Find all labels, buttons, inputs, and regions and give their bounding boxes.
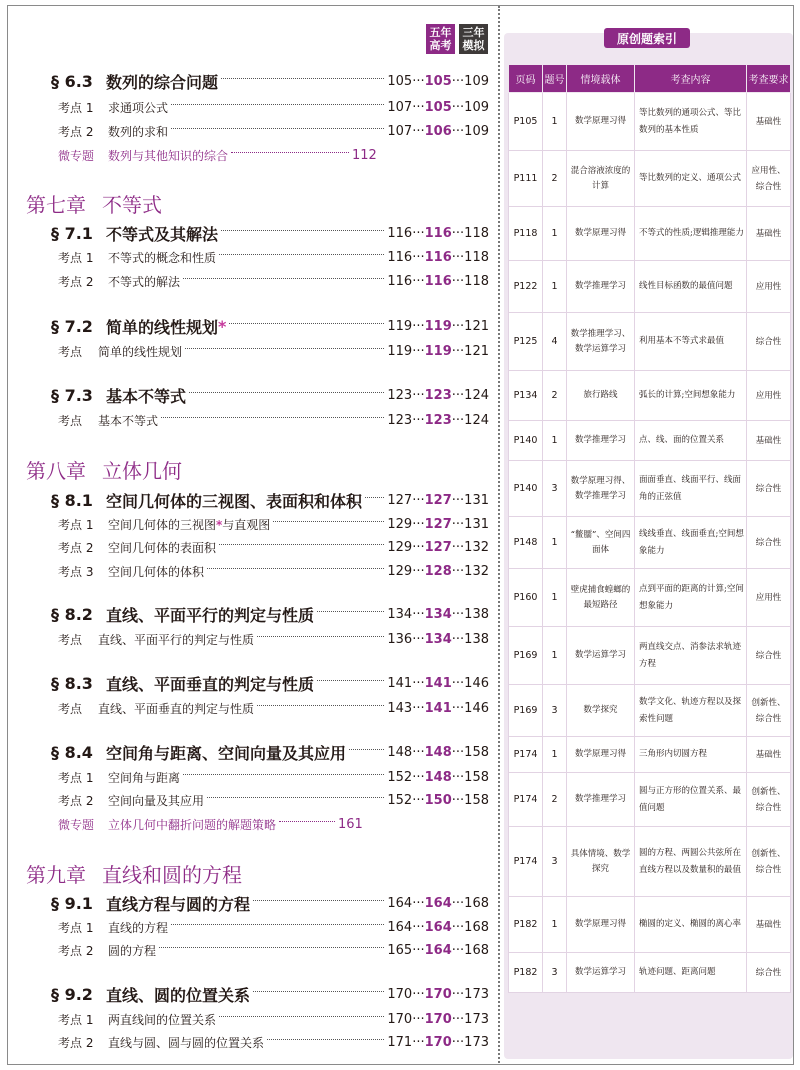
content-cell: 等比数列的通项公式、等比数列的基本性质 bbox=[635, 93, 747, 151]
context-cell: 数学原理习得 bbox=[567, 737, 635, 773]
number-cell: 2 bbox=[543, 371, 567, 421]
number-cell: 3 bbox=[543, 685, 567, 737]
table-of-contents bbox=[8, 6, 496, 1065]
page-cell: P174 bbox=[509, 773, 543, 827]
original-question-index-table bbox=[508, 64, 791, 993]
index-title: 原创题索引 bbox=[604, 28, 690, 48]
toc-point[interactable]: 考点 2 空间向量及其应用 152···150···158 bbox=[58, 792, 489, 808]
content-cell: 椭圆的定义、椭圆的离心率 bbox=[635, 897, 747, 953]
context-cell: “鳖臑”、空间四面体 bbox=[567, 517, 635, 569]
page-range: 171···170···173 bbox=[387, 1034, 489, 1050]
table-header-row bbox=[509, 65, 791, 93]
context-cell: 数学运算学习 bbox=[567, 953, 635, 993]
page-range: 136···134···138 bbox=[387, 631, 489, 647]
toc-section[interactable]: § 8.1 空间几何体的三视图、表面积和体积 127···127···131 bbox=[51, 490, 489, 511]
toc-point[interactable]: 考点 2 直线与圆、圆与圆的位置关系 171···170···173 bbox=[58, 1034, 489, 1050]
chapter-heading[interactable]: 第八章 立体几何 bbox=[26, 458, 182, 483]
toc-section[interactable]: § 8.4 空间角与距离、空间向量及其应用 148···148···158 bbox=[51, 742, 489, 763]
toc-section[interactable]: § 8.3 直线、平面垂直的判定与性质 141···141···146 bbox=[51, 673, 489, 694]
page-cell: P105 bbox=[509, 93, 543, 151]
page-cell: P174 bbox=[509, 827, 543, 897]
page-frame bbox=[7, 5, 794, 1065]
page-range: 129···127···131 bbox=[387, 516, 489, 532]
number-cell: 2 bbox=[543, 773, 567, 827]
page-range: 152···148···158 bbox=[387, 769, 489, 785]
chapter-heading[interactable]: 第七章 不等式 bbox=[26, 192, 162, 217]
toc-section[interactable]: § 6.3 数列的综合问题 105···105···109 bbox=[51, 71, 489, 92]
asterisk-mark: * bbox=[216, 517, 223, 532]
page-range: 148···148···158 bbox=[387, 744, 489, 760]
toc-section[interactable]: § 7.2 简单的线性规划 * 119···119···121 bbox=[51, 316, 489, 337]
content-cell: 三角形内切圆方程 bbox=[635, 737, 747, 773]
context-cell: 数学原理习得 bbox=[567, 93, 635, 151]
page-cell: P182 bbox=[509, 953, 543, 993]
content-cell: 圆的方程、两圆公共弦所在直线方程以及数量积的最值 bbox=[635, 827, 747, 897]
number-cell: 1 bbox=[543, 261, 567, 313]
page-cell: P140 bbox=[509, 421, 543, 461]
table-row bbox=[509, 737, 791, 773]
content-cell: 点、线、面的位置关系 bbox=[635, 421, 747, 461]
context-cell: 数学推理学习 bbox=[567, 773, 635, 827]
context-cell: 数学原理习得 bbox=[567, 207, 635, 261]
requirement-cell: 创新性、综合性 bbox=[747, 827, 791, 897]
asterisk-mark: * bbox=[218, 316, 227, 336]
context-cell: 具体情境、数学探究 bbox=[567, 827, 635, 897]
column-header: 题号 bbox=[543, 65, 567, 93]
table-row bbox=[509, 517, 791, 569]
page-range: 116···116···118 bbox=[387, 273, 489, 289]
table-row bbox=[509, 313, 791, 371]
content-cell: 线线垂直、线面垂直;空间想象能力 bbox=[635, 517, 747, 569]
number-cell: 1 bbox=[543, 569, 567, 627]
content-cell: 点到平面的距离的计算;空间想象能力 bbox=[635, 569, 747, 627]
table-row bbox=[509, 261, 791, 313]
toc-point[interactable]: 考点 2 不等式的解法 116···116···118 bbox=[58, 273, 489, 289]
context-cell: 数学运算学习 bbox=[567, 627, 635, 685]
content-cell: 数学文化、轨迹方程以及探索性问题 bbox=[635, 685, 747, 737]
requirement-cell: 基础性 bbox=[747, 737, 791, 773]
badge-five-year: 五年高考 bbox=[426, 24, 455, 54]
number-cell: 1 bbox=[543, 627, 567, 685]
toc-point[interactable]: 考点 简单的线性规划 119···119···121 bbox=[58, 343, 489, 359]
content-cell: 轨迹问题、距离问题 bbox=[635, 953, 747, 993]
requirement-cell: 创新性、综合性 bbox=[747, 773, 791, 827]
table-row bbox=[509, 151, 791, 207]
page-cell: P122 bbox=[509, 261, 543, 313]
content-cell: 不等式的性质;逻辑推理能力 bbox=[635, 207, 747, 261]
toc-point[interactable]: 考点 1 空间角与距离 152···148···158 bbox=[58, 769, 489, 785]
number-cell: 3 bbox=[543, 953, 567, 993]
number-cell: 1 bbox=[543, 517, 567, 569]
content-cell: 等比数列的定义、通项公式 bbox=[635, 151, 747, 207]
toc-point[interactable]: 考点 2 空间几何体的表面积 129···127···132 bbox=[58, 539, 489, 555]
number-cell: 4 bbox=[543, 313, 567, 371]
toc-special-topic[interactable]: 微专题 立体几何中翻折问题的解题策略 161 bbox=[58, 816, 363, 832]
page-range: 116···116···118 bbox=[387, 225, 489, 241]
toc-point[interactable]: 考点 直线、平面垂直的判定与性质 143···141···146 bbox=[58, 700, 489, 716]
context-cell: 数学原理习得、数学推理学习 bbox=[567, 461, 635, 517]
page-cell: P182 bbox=[509, 897, 543, 953]
page-range: 134···134···138 bbox=[387, 606, 489, 622]
toc-section[interactable]: § 9.2 直线、圆的位置关系 170···170···173 bbox=[51, 984, 489, 1005]
toc-point[interactable]: 考点 2 数列的求和 107···106···109 bbox=[58, 123, 489, 139]
table-row bbox=[509, 461, 791, 517]
chapter-heading[interactable]: 第九章 直线和圆的方程 bbox=[26, 862, 242, 887]
page-range: 143···141···146 bbox=[387, 700, 489, 716]
page-cell: P125 bbox=[509, 313, 543, 371]
content-cell: 弧长的计算;空间想象能力 bbox=[635, 371, 747, 421]
requirement-cell: 综合性 bbox=[747, 953, 791, 993]
table-row bbox=[509, 569, 791, 627]
number-cell: 1 bbox=[543, 93, 567, 151]
table-row bbox=[509, 371, 791, 421]
requirement-cell: 基础性 bbox=[747, 93, 791, 151]
context-cell: 数学原理习得 bbox=[567, 897, 635, 953]
requirement-cell: 应用性、综合性 bbox=[747, 151, 791, 207]
requirement-cell: 综合性 bbox=[747, 627, 791, 685]
number-cell: 2 bbox=[543, 151, 567, 207]
page-cell: P111 bbox=[509, 151, 543, 207]
page-cell: P169 bbox=[509, 685, 543, 737]
table-row bbox=[509, 827, 791, 897]
page-range: 105···105···109 bbox=[387, 73, 489, 89]
page-range: 127···127···131 bbox=[387, 492, 489, 508]
requirement-cell: 应用性 bbox=[747, 569, 791, 627]
number-cell: 1 bbox=[543, 737, 567, 773]
page-range: 129···127···132 bbox=[387, 539, 489, 555]
context-cell: 数学探究 bbox=[567, 685, 635, 737]
toc-point[interactable]: 考点 基本不等式 123···123···124 bbox=[58, 412, 489, 428]
context-cell: 旅行路线 bbox=[567, 371, 635, 421]
toc-point[interactable]: 考点 1 直线的方程 164···164···168 bbox=[58, 919, 489, 935]
badge-three-year: 三年模拟 bbox=[459, 24, 488, 54]
content-cell: 利用基本不等式求最值 bbox=[635, 313, 747, 371]
requirement-cell: 应用性 bbox=[747, 371, 791, 421]
page-range: 152···150···158 bbox=[387, 792, 489, 808]
page-range: 107···106···109 bbox=[387, 123, 489, 139]
page-range: 170···170···173 bbox=[387, 1011, 489, 1027]
toc-point[interactable]: 考点 1 两直线间的位置关系 170···170···173 bbox=[58, 1011, 489, 1027]
table-row bbox=[509, 953, 791, 993]
page-cell: P160 bbox=[509, 569, 543, 627]
table-row bbox=[509, 421, 791, 461]
context-cell: 数学推理学习 bbox=[567, 261, 635, 313]
column-header: 情境载体 bbox=[567, 65, 635, 93]
page-range: 116···116···118 bbox=[387, 249, 489, 265]
page-cell: P140 bbox=[509, 461, 543, 517]
requirement-cell: 基础性 bbox=[747, 421, 791, 461]
page-range: 129···128···132 bbox=[387, 563, 489, 579]
context-cell: 数学推理学习、数学运算学习 bbox=[567, 313, 635, 371]
toc-section[interactable]: § 7.3 基本不等式 123···123···124 bbox=[51, 385, 489, 406]
column-header: 考查要求 bbox=[747, 65, 791, 93]
page-range: 164···164···168 bbox=[387, 895, 489, 911]
toc-point[interactable]: 考点 1 空间几何体的三视图*与直观图 129···127···131 bbox=[58, 516, 489, 532]
requirement-cell: 创新性、综合性 bbox=[747, 685, 791, 737]
toc-point[interactable]: 考点 直线、平面平行的判定与性质 136···134···138 bbox=[58, 631, 489, 647]
page-cell: P118 bbox=[509, 207, 543, 261]
page-range: 107···105···109 bbox=[387, 99, 489, 115]
toc-section[interactable]: § 9.1 直线方程与圆的方程 164···164···168 bbox=[51, 893, 489, 914]
page-range: 170···170···173 bbox=[387, 986, 489, 1002]
page-cell: P169 bbox=[509, 627, 543, 685]
number-cell: 1 bbox=[543, 207, 567, 261]
toc-point[interactable]: 考点 1 求通项公式 107···105···109 bbox=[58, 99, 489, 115]
requirement-cell: 综合性 bbox=[747, 517, 791, 569]
content-cell: 圆与正方形的位置关系、最值问题 bbox=[635, 773, 747, 827]
page-range: 123···123···124 bbox=[387, 387, 489, 403]
content-cell: 两直线交点、消参法求轨迹方程 bbox=[635, 627, 747, 685]
requirement-cell: 综合性 bbox=[747, 461, 791, 517]
column-divider bbox=[498, 6, 500, 1065]
requirement-cell: 基础性 bbox=[747, 897, 791, 953]
content-cell: 面面垂直、线面平行、线面角的正弦值 bbox=[635, 461, 747, 517]
table-row bbox=[509, 627, 791, 685]
toc-special-topic[interactable]: 微专题 数列与其他知识的综合 112 bbox=[58, 147, 377, 163]
content-cell: 线性目标函数的最值问题 bbox=[635, 261, 747, 313]
column-header: 页码 bbox=[509, 65, 543, 93]
toc-section[interactable]: § 8.2 直线、平面平行的判定与性质 134···134···138 bbox=[51, 604, 489, 625]
page-range: 119···119···121 bbox=[387, 343, 489, 359]
table-row bbox=[509, 685, 791, 737]
table-row bbox=[509, 897, 791, 953]
page-range: 165···164···168 bbox=[387, 942, 489, 958]
toc-point[interactable]: 考点 2 圆的方程 165···164···168 bbox=[58, 942, 489, 958]
number-cell: 3 bbox=[543, 461, 567, 517]
page-range: 119···119···121 bbox=[387, 318, 489, 334]
table-row bbox=[509, 773, 791, 827]
requirement-cell: 综合性 bbox=[747, 313, 791, 371]
context-cell: 壁虎捕食蝗螂的最短路径 bbox=[567, 569, 635, 627]
toc-point[interactable]: 考点 3 空间几何体的体积 129···128···132 bbox=[58, 563, 489, 579]
number-cell: 1 bbox=[543, 421, 567, 461]
context-cell: 混合溶液浓度的计算 bbox=[567, 151, 635, 207]
toc-point[interactable]: 考点 1 不等式的概念和性质 116···116···118 bbox=[58, 249, 489, 265]
page-range: 123···123···124 bbox=[387, 412, 489, 428]
requirement-cell: 基础性 bbox=[747, 207, 791, 261]
page-cell: P174 bbox=[509, 737, 543, 773]
page-range: 164···164···168 bbox=[387, 919, 489, 935]
number-cell: 1 bbox=[543, 897, 567, 953]
column-header: 考查内容 bbox=[635, 65, 747, 93]
number-cell: 3 bbox=[543, 827, 567, 897]
page-cell: P148 bbox=[509, 517, 543, 569]
requirement-cell: 应用性 bbox=[747, 261, 791, 313]
context-cell: 数学推理学习 bbox=[567, 421, 635, 461]
table-row bbox=[509, 93, 791, 151]
page-cell: P134 bbox=[509, 371, 543, 421]
page-range: 141···141···146 bbox=[387, 675, 489, 691]
table-row bbox=[509, 207, 791, 261]
toc-section[interactable]: § 7.1 不等式及其解法 116···116···118 bbox=[51, 223, 489, 244]
